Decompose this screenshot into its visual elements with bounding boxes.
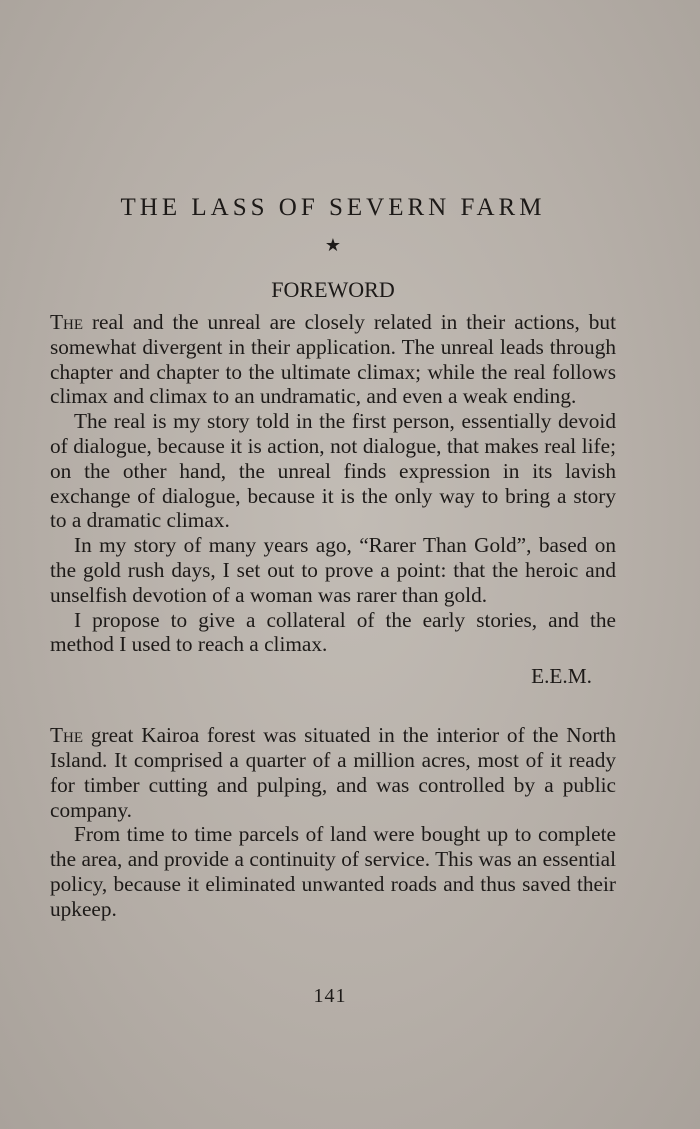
story-paragraph-1-lead: The [50,723,84,748]
book-page [50,190,616,922]
story-title: THE LASS OF SEVERN FARM [120,194,546,221]
story-paragraph-1 [50,723,616,822]
foreword-paragraph-3: In my story of many years ago, “Rarer Than Gold”, based on the gold rush days, I set out to prove a point: that the heroic and unselfish devotion of a woman was rarer than gold. [50,533,616,607]
foreword-paragraph-1-lead: The [50,310,84,334]
foreword-paragraph-4: I propose to give a collateral of the early stories, and the method I used to reach a climax. [50,607,616,657]
foreword-paragraph-1-text: real and the unreal are closely related in their actions, but somewhat divergent in their application. The unreal leads through chapter and chapter to the ultimate climax; while the real follows climax and climax to an undramatic, and even a weak ending. [50,310,616,409]
story-paragraph-2: From time to time parcels of land were bought up to complete the area, and provide a continuity of service. This was an essential policy, because it eliminated unwanted roads and thus saved their upkeep. [50,822,616,921]
story-paragraph-1-text: great Kairoa forest was situated in the interior of the North Island. It comprised a quarter of a million acres, most of it ready for timber cutting and pulping, and was controlled by a public company. [50,723,616,822]
foreword-heading: FOREWORD [271,277,395,302]
author-signature: E.E.M. [531,664,592,689]
foreword-paragraph-1 [50,310,616,409]
section-gap [50,689,616,723]
star-ornament-icon: ★ [324,235,342,255]
page-number: 141 [313,985,347,1007]
foreword-paragraph-2: The real is my story told in the first person, essentially devoid of dialogue, because it is action, not dialogue, that makes real life; on the other hand, the unreal finds expression in its lavish exchange of dialogue, because it is the only way to bring a story to a dramatic climax. [50,409,616,533]
